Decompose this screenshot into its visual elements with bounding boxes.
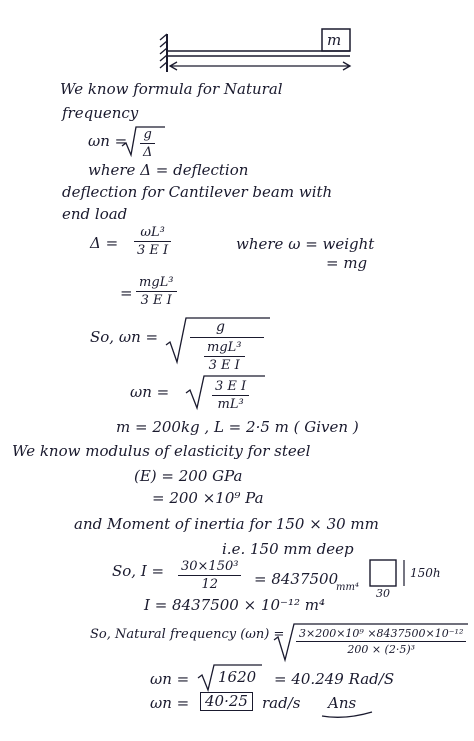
natural-frequency-label: So, Natural frequency (ωn) = (90, 627, 285, 642)
wn3-lhs: ωn = (150, 670, 190, 688)
wn4-lhs: ωn = (150, 694, 190, 712)
I-unit: mm⁴ (336, 582, 359, 593)
delta-numerator: ωL³ (140, 225, 165, 240)
so-inner-denominator: 3 E I (204, 356, 245, 372)
so-inner-numerator: mgL³ (207, 340, 242, 355)
eq2-lhs: = (120, 284, 133, 302)
wn-numerator: g (143, 127, 152, 142)
wn2-denominator: mL³ (212, 395, 249, 411)
eq2-denominator: 3 E I (136, 291, 177, 307)
delta-lhs: Δ = (90, 234, 119, 252)
mass-label: m (327, 31, 342, 49)
wn2-lhs: ωn = (130, 383, 170, 401)
weight-mg: = mg (326, 254, 368, 272)
deep-line: i.e. 150 mm deep (222, 540, 354, 558)
I-denominator: 12 (178, 575, 241, 591)
moment-line: and Moment of inertia for 150 × 30 mm (74, 515, 379, 533)
wn-equation: ωn = (88, 132, 128, 150)
e-value-gpa: (E) = 200 GPa (134, 467, 243, 485)
so-main-bar (190, 337, 264, 338)
rect-height-label: 150h (410, 566, 441, 580)
line-formula-intro: We know formula for Natural (60, 80, 283, 98)
given-values: m = 200kg , L = 2·5 m ( Given ) (116, 418, 359, 436)
line-frequency: frequency (62, 104, 139, 122)
ans-label: Ans (328, 694, 357, 712)
delta-fraction (134, 226, 171, 257)
rect-width-label: 30 (376, 587, 390, 600)
wn2-numerator: 3 E I (215, 379, 247, 394)
nat-fraction (296, 628, 466, 655)
modulus-line: We know modulus of elasticity for steel (12, 442, 311, 460)
so-inner-fraction (204, 341, 245, 372)
e-value-pa: = 200 ×10⁹ Pa (152, 489, 264, 507)
wn3-radicand: 1620 (218, 668, 257, 686)
wn-denominator: Δ (140, 143, 155, 159)
so-I: So, I = (112, 562, 165, 580)
nat-numerator: 3×200×10⁹ ×8437500×10⁻¹² (299, 627, 464, 640)
eq2-numerator: mgL³ (139, 275, 174, 290)
wn3-result: = 40.249 Rad/S (274, 670, 395, 688)
so-numerator: g (216, 319, 225, 335)
line-end-load: end load (62, 205, 128, 223)
where-weight: where ω = weight (236, 235, 375, 253)
so-wn: So, ωn = (90, 328, 159, 346)
nat-denominator: 200 × (2·5)³ (296, 641, 466, 655)
cross-section-rect (370, 560, 396, 586)
I-numerator: 30×150³ (181, 559, 239, 574)
I-value: = 8437500 (254, 570, 339, 588)
delta-denominator: 3 E I (134, 241, 171, 257)
I-fraction (178, 560, 241, 591)
line-deflection-cantilever: deflection for Cantilever beam with (62, 183, 333, 201)
wn2-fraction (212, 380, 249, 411)
I-in-m4: I = 8437500 × 10⁻¹² m⁴ (144, 596, 325, 614)
answer-unit: rad/s (262, 694, 301, 712)
wall-hatching (160, 34, 167, 68)
line-where-delta: where Δ = deflection (88, 161, 249, 179)
ans-underline (322, 712, 372, 717)
answer-box: 40·25 (200, 692, 253, 711)
eq2-fraction (136, 276, 177, 307)
wn-fraction (140, 128, 155, 159)
